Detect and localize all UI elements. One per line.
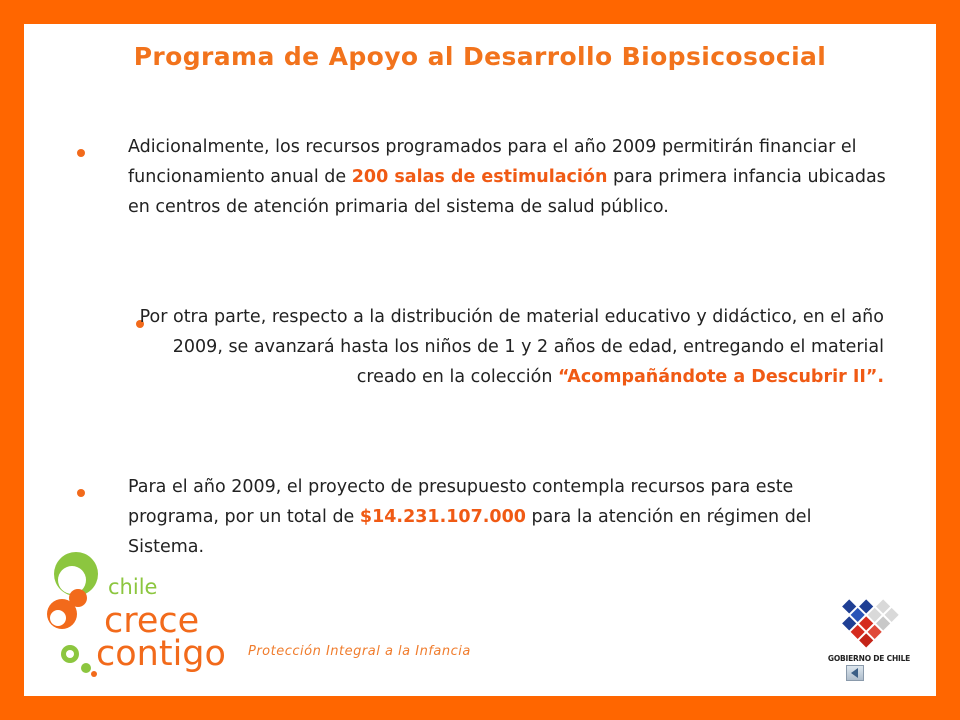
logo-circle-orange-small: [69, 589, 87, 607]
highlight-monto: $14.231.107.000: [359, 507, 526, 527]
nav-back-button[interactable]: [846, 665, 864, 681]
logo-circle-inner: [50, 610, 66, 626]
paragraph-material: [128, 302, 884, 392]
bullet-dot: [77, 149, 85, 157]
logo-circle-green-tiny: [81, 663, 91, 673]
paragraph-text: para primera infancia ubicadas en centros de atención primaria del sistema de salud público.: [128, 167, 886, 217]
logo-word-contigo: contigo: [96, 634, 226, 674]
nav-back-icon: [847, 666, 863, 680]
paragraph-salas: [128, 132, 888, 222]
logo-word-chile: chile: [108, 575, 158, 599]
chile-crece-contigo-logo: [36, 552, 256, 687]
government-label: GOBIERNO DE CHILE: [827, 654, 911, 663]
highlight-salas: 200 salas de estimulación: [351, 167, 608, 187]
slide-title: Programa de Apoyo al Desarrollo Biopsicosocial: [133, 42, 827, 71]
highlight-coleccion: “Acompañándote a Descubrir II”.: [558, 367, 884, 387]
logo-circle-inner: [58, 566, 86, 594]
logo-circle-inner: [66, 650, 74, 658]
paragraph-text: Por otra parte, respecto a la distribución de material educativo y didáctico, en el año 2009, se avanzará hasta los niños de 1 y 2 años de edad, entregando el material creado en la colección: [139, 307, 884, 387]
logo-word-crece: crece: [104, 601, 200, 641]
slide: [24, 24, 936, 696]
paragraph-text: para la atención en régimen del Sistema.: [128, 507, 812, 557]
bullet-dot: [77, 489, 85, 497]
paragraph-presupuesto: [128, 472, 828, 562]
tagline: Protección Integral a la Infancia: [248, 644, 471, 659]
government-emblem: [824, 588, 914, 678]
paragraph-text: Para el año 2009, el proyecto de presupuesto contempla recursos para este programa, por un total de: [128, 477, 794, 527]
paragraph-text: Adicionalmente, los recursos programados para el año 2009 permitirán financiar el funcionamiento anual de: [128, 137, 857, 187]
